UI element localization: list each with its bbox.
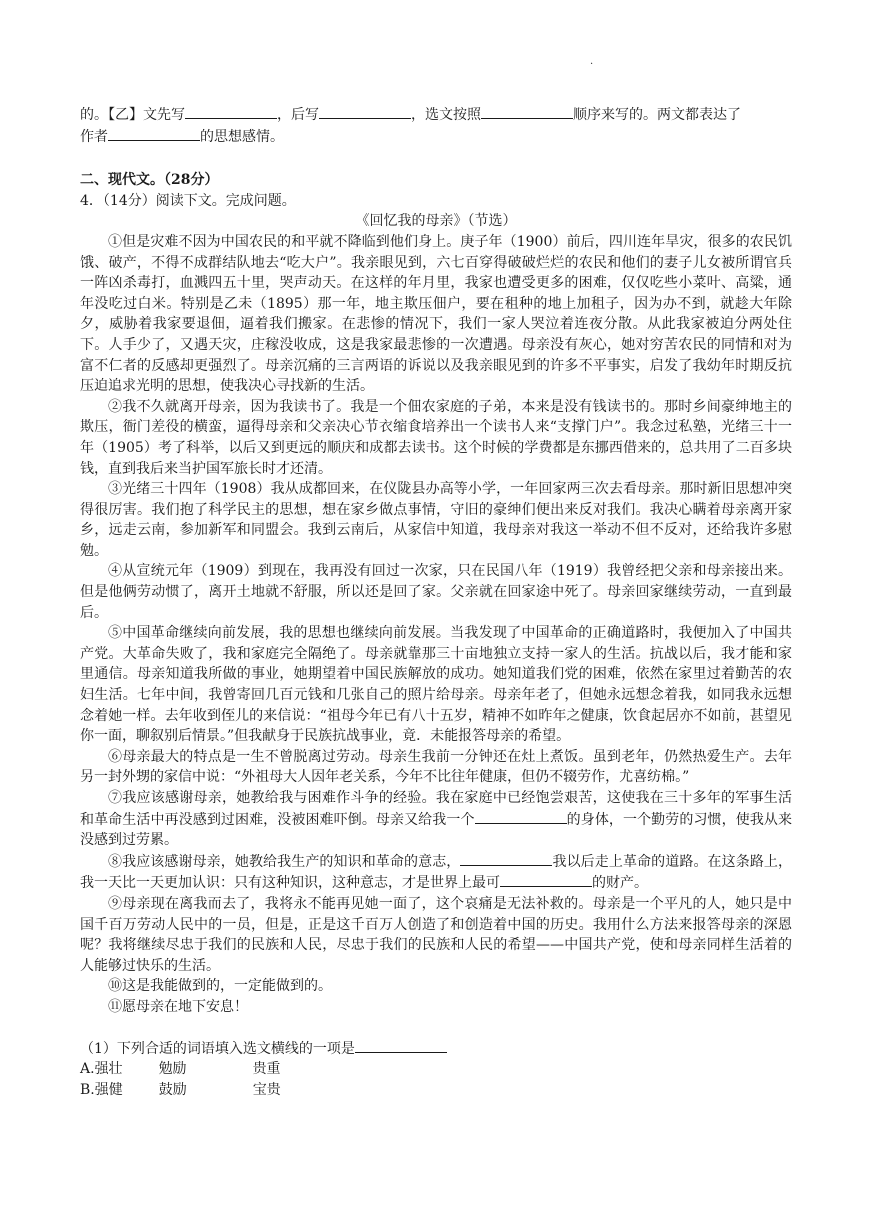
option-word: 强健 xyxy=(94,1081,123,1098)
passage-title: 《回忆我的母亲》（节选） xyxy=(355,213,517,230)
question-1 xyxy=(80,1038,792,1101)
option-word: 勉励 xyxy=(158,1061,187,1078)
text: ⑧我应该感谢母亲，她教给我生产的知识和革命的意志， xyxy=(108,853,461,870)
question-1-stem xyxy=(80,1038,792,1060)
paragraph-5: ⑤中国革命继续向前发展，我的思想也继续向前发展。当我发现了中国革命的正确道路时，我便加入了中国共产党。大革命失败了，我和家庭完全隔绝了。母亲就靠那三十亩地独立支持一家人的生活。抗战以后，我才能和家里通信。母亲知道我所做的事业，她期望着中国民族解放的成功。她知道我们党的困难，依然在家里过着勤苦的农妇生活。七年中间，我曾寄回几百元钱和几张自己的照片给母亲。母亲年老了，但她永远想念着我，如同我永远想念着她一样。去年收到侄儿的来信说：“祖母今年已有八十五岁，精神不如昨年之健康，饮食起居亦不如前，甚望见你一面，聊叙别后情景。”但我献身于民族抗战事业，竟．未能报答母亲的希望。 xyxy=(80,625,792,745)
option-b[interactable] xyxy=(80,1080,792,1101)
paragraph-6: ⑥母亲最大的特点是一生不曾脱离过劳动。母亲生我前一分钟还在灶上煮饭。虽到老年，仍然热爱生产。去年另一封外甥的家信中说：“外祖母大人因年老关系，今年不比往年健康，但仍不辍劳作，尤喜纺棉。” xyxy=(80,748,792,786)
text: 的。【乙】文先写 xyxy=(80,107,185,123)
option-word: 贵重 xyxy=(252,1061,281,1078)
option-label: A. xyxy=(80,1061,95,1078)
answer-blank[interactable] xyxy=(185,104,277,119)
answer-blank[interactable] xyxy=(475,809,567,824)
text: 的财产。 xyxy=(592,875,648,892)
paragraph-1: ①但是灾难不因为中国农民的和平就不降临到他们身上。庚子年（1900）前后，四川连年旱灾，很多的农民饥饿、破产，不得不成群结队地去“吃大户”。我亲眼见到，六七百穿得破破烂烂的农民和他们的妻子儿女被所谓官兵一阵凶杀毒打，血溅四五十里，哭声动天。在这样的年月里，我家也遭受更多的困难，仅仅吃些小菜叶、高粱，通年没吃过白米。特别是乙未（1895）那一年，地主欺压佃户，要在租种的地上加租子，因为办不到，就趁大年除夕，威胁着我家要退佃，逼着我们搬家。在悲惨的情况下，我们一家人哭泣着连夜分散。从此我家被迫分两处住下。人手少了，又遇天灾，庄稼没收成，这是我家最悲惨的一次遭遇。母亲没有灰心，她对穷苦农民的同情和对为富不仁者的反感却更强烈了。母亲沉痛的三言两语的诉说以及我亲眼见到的许多不平事实，启发了我幼年时期反抗压迫追求光明的思想，使我决心寻找新的生活。 xyxy=(80,233,792,395)
header-dot: . xyxy=(590,56,594,67)
text: 的身体，一个勤劳的习惯，使我从来没感到过劳累。 xyxy=(80,811,793,849)
answer-blank[interactable] xyxy=(500,872,592,887)
paragraph-7 xyxy=(80,788,792,851)
paragraph-3: ③光绪三十四年（1908）我从成都回来，在仪陇县办高等小学，一年回家两三次去看母亲。那时新旧思想冲突得很厉害。我们抱了科学民主的思想，想在家乡做点事情，守旧的豪绅们便出来反对我们。我决心瞒着母亲离开家乡，远走云南，参加新军和同盟会。我到云南后，从家信中知道，我母亲对我这一举动不但不反对，还给我许多慰勉。 xyxy=(80,481,792,559)
section-heading: 二、现代文。（28分） xyxy=(80,172,219,189)
paragraph-4: ④从宣统元年（1909）到现在，我再没有回过一次家，只在民国八年（1919）我曾经把父亲和母亲接出来。但是他俩劳动惯了，离开土地就不舒服，所以还是回了家。父亲就在回家途中死了。母亲回家继续劳动，一直到最后。 xyxy=(80,563,792,621)
question-intro: 4．（14分）阅读下文。完成问题。 xyxy=(80,192,296,209)
answer-blank[interactable] xyxy=(481,104,573,119)
paragraph-2: ②我不久就离开母亲，因为我读书了。我是一个佃农家庭的子弟，本来是没有钱读书的。那时乡间豪绅地主的欺压，衙门差役的横蛮，逼得母亲和父亲决心节衣缩食培养出一个读书人来“支撑门户”。我念过私塾，光绪三十一年（1905）考了科举，以后又到更远的顺庆和成都去读书。这个时候的学费都是东挪西借来的，总共用了二百多块钱，直到我后来当护国军旅长时才还清。 xyxy=(80,398,792,477)
answer-blank[interactable] xyxy=(355,1038,447,1053)
text: ⑦我应该感谢母亲，她教给我与困难作斗争的经验。我在家庭中已经饱尝艰苦，这使我在三十多年的军事生活和革命生活中再没感到过困难，没被困难吓倒。母亲又给我一个 xyxy=(80,790,792,828)
paragraph-9: ⑨母亲现在离我而去了，我将永不能再见她一面了，这个哀痛是无法补救的。母亲是一个平凡的人，她只是中国千百万劳动人民中的一员，但是，正是这千百万人创造了和创造着中国的历史。我用什么方法来报答母亲的深恩呢？我将继续尽忠于我们的民族和人民，尽忠于我们的民族和人民的希望——中国共产党，使和母亲同样生活着的人能够过快乐的生活。 xyxy=(80,895,792,974)
text: 作者 xyxy=(80,128,108,145)
text: 的思想感情。 xyxy=(200,128,284,145)
paragraph-10: ⑩这是我能做到的，一定能做到的。 xyxy=(108,978,332,995)
option-label: B. xyxy=(80,1081,95,1098)
text: ，选文按照 xyxy=(411,107,481,123)
option-word: 强壮 xyxy=(94,1061,123,1078)
prev-question-tail xyxy=(80,104,792,147)
text: 我以后走上革命的道路。在这条路上，我一天比一天更加认识：只有这种知识，这种意志，才是世界上最可 xyxy=(80,853,793,892)
paragraph-11: ⑪愿母亲在地下安息！ xyxy=(108,998,248,1015)
document-body xyxy=(80,104,792,1100)
answer-blank[interactable] xyxy=(108,126,200,141)
answer-blank[interactable] xyxy=(319,104,411,119)
text: ，后写 xyxy=(277,107,319,123)
answer-blank[interactable] xyxy=(460,851,552,866)
text: （1）下列合适的词语填入选文横线的一项是 xyxy=(80,1040,355,1057)
paragraph-8 xyxy=(80,851,792,894)
option-a[interactable] xyxy=(80,1059,792,1080)
text: 顺序来写的。两文都表达了 xyxy=(573,107,741,123)
option-word: 宝贵 xyxy=(252,1081,281,1098)
option-word: 鼓励 xyxy=(158,1081,187,1098)
